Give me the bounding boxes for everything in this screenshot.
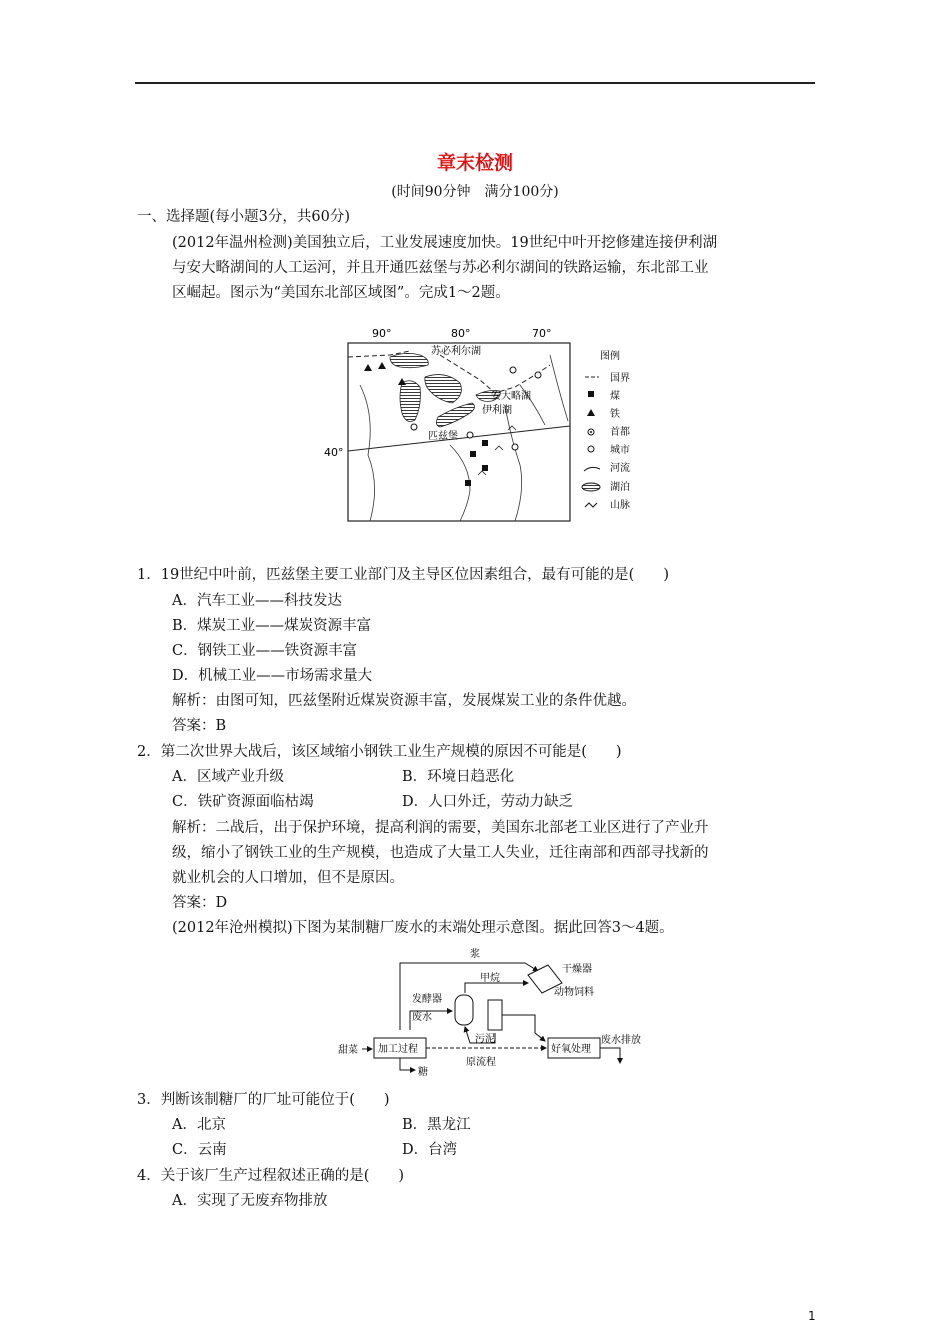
- analysis: 就业机会的人口增加，但不是原因。: [172, 870, 404, 886]
- sugar-wastewater-diagram: [330, 945, 660, 1080]
- legend-item: 铁: [610, 409, 620, 420]
- lon-label: 80°: [451, 327, 471, 340]
- city-symbol: [535, 372, 541, 378]
- latitude-line: [348, 426, 570, 451]
- header-rule: [135, 82, 815, 84]
- label-fermenter: 发酵器: [412, 994, 442, 1005]
- label-feed: 动物饲料: [554, 987, 594, 998]
- city-symbol: [510, 367, 516, 373]
- option: D．机械工业——市场需求量大: [172, 668, 373, 684]
- label-wastewater: 废水: [412, 1012, 432, 1023]
- lake-superior: [390, 353, 428, 367]
- city-pittsburgh: [467, 432, 473, 438]
- analysis: 解析：由图可知，匹兹堡附近煤炭资源丰富，发展煤炭工业的条件优越。: [172, 693, 636, 709]
- place-label: 匹兹堡: [428, 431, 458, 442]
- label-sludge: 污泥: [475, 1034, 495, 1045]
- lon-label: 90°: [372, 327, 392, 340]
- river: [520, 355, 568, 425]
- map-frame: [348, 343, 570, 521]
- coal-symbol: [482, 465, 488, 471]
- city-symbol: [411, 424, 417, 430]
- question-stem: 1．19世纪中叶前，匹兹堡主要工业部门及主导区位因素组合，最有可能的是( ): [137, 567, 669, 583]
- place-label: 安大略湖: [491, 391, 531, 402]
- label-methane: 甲烷: [480, 973, 500, 984]
- option: B．环境日趋恶化: [402, 769, 515, 785]
- option: A．北京: [172, 1117, 226, 1133]
- question-stem: 4．关于该厂生产过程叙述正确的是( ): [137, 1168, 405, 1184]
- legend-title: 图例: [600, 351, 620, 362]
- iron-symbol: [364, 364, 372, 371]
- label-dryer: 干燥器: [562, 964, 592, 975]
- lat-label: 40°: [324, 446, 344, 459]
- legend-item: 煤: [610, 391, 620, 402]
- option: B．黑龙江: [402, 1117, 471, 1133]
- legend-item: 国界: [610, 373, 630, 384]
- option: A．实现了无废弃物排放: [172, 1193, 328, 1209]
- section-heading: 一、选择题(每小题3分，共60分): [137, 209, 350, 225]
- option: C．铁矿资源面临枯竭: [172, 794, 314, 810]
- answer: 答案：B: [172, 718, 227, 734]
- intro1-line: 区崛起。图示为“美国东北部区域图”。完成1～2题。: [172, 285, 510, 301]
- option: A．汽车工业——科技发达: [172, 593, 342, 609]
- question-stem: 2．第二次世界大战后，该区域缩小钢铁工业生产规模的原因不可能是( ): [137, 744, 622, 760]
- label-slurry: 浆: [470, 949, 480, 960]
- coal-symbol: [465, 480, 471, 486]
- label-beet: 甜菜: [338, 1045, 358, 1056]
- place-label: 伊利湖: [482, 405, 512, 416]
- coal-symbol: [470, 451, 476, 457]
- option: C．钢铁工业——铁资源丰富: [172, 643, 358, 659]
- label-sugar: 糖: [418, 1067, 428, 1078]
- coal-symbol: [482, 440, 488, 446]
- settler-shape: [488, 1000, 502, 1030]
- legend-item: 首都: [610, 427, 630, 438]
- lake-michigan: [400, 381, 420, 422]
- legend-item: 城市: [610, 445, 630, 456]
- option: D．台湾: [402, 1142, 458, 1158]
- river: [360, 385, 375, 521]
- label-discharge: 废水排放: [601, 1035, 641, 1046]
- page-subtitle: (时间90分钟 满分100分): [391, 184, 559, 200]
- legend-item: 湖泊: [610, 482, 630, 493]
- northeast-us-map: [320, 325, 645, 525]
- lon-label: 70°: [532, 327, 552, 340]
- answer: 答案：D: [172, 895, 228, 911]
- legend-item: 河流: [610, 463, 630, 474]
- analysis: 级，缩小了钢铁工业的生产规模，也造成了大量工人失业，迁往南部和西部寻找新的: [172, 845, 709, 861]
- label-process: 加工过程: [378, 1044, 418, 1055]
- label-original: 原流程: [466, 1057, 496, 1068]
- analysis: 解析：二战后，出于保护环境，提高利润的需要，美国东北部老工业区进行了产业升: [172, 820, 709, 836]
- intro1-line: (2012年温州检测)美国独立后，工业发展速度加快。19世纪中叶开挖修建连接伊利湖: [172, 235, 718, 251]
- intro2: (2012年沧州模拟)下图为某制糖厂废水的末端处理示意图。据此回答3～4题。: [172, 920, 674, 936]
- label-aerobic: 好氧处理: [551, 1044, 591, 1055]
- river: [505, 405, 522, 521]
- place-label: 苏必利尔湖: [431, 346, 481, 357]
- city-symbol: [512, 444, 518, 450]
- option: B．煤炭工业——煤炭资源丰富: [172, 618, 372, 634]
- legend-item: 山脉: [610, 500, 630, 511]
- page-number: 1: [808, 1309, 816, 1323]
- option: A．区域产业升级: [172, 769, 284, 785]
- intro1-line: 与安大略湖间的人工运河，并且开通匹兹堡与苏必利尔湖间的铁路运输，东北部工业: [172, 260, 709, 276]
- lake-huron: [425, 375, 462, 403]
- question-stem: 3．判断该制糖厂的厂址可能位于( ): [137, 1092, 390, 1108]
- page-title: 章末检测: [436, 152, 513, 174]
- iron-symbol: [378, 362, 386, 369]
- option: C．云南: [172, 1142, 227, 1158]
- lake-erie: [436, 403, 474, 427]
- option: D．人口外迁，劳动力缺乏: [402, 794, 574, 810]
- fermenter-shape: [455, 995, 473, 1025]
